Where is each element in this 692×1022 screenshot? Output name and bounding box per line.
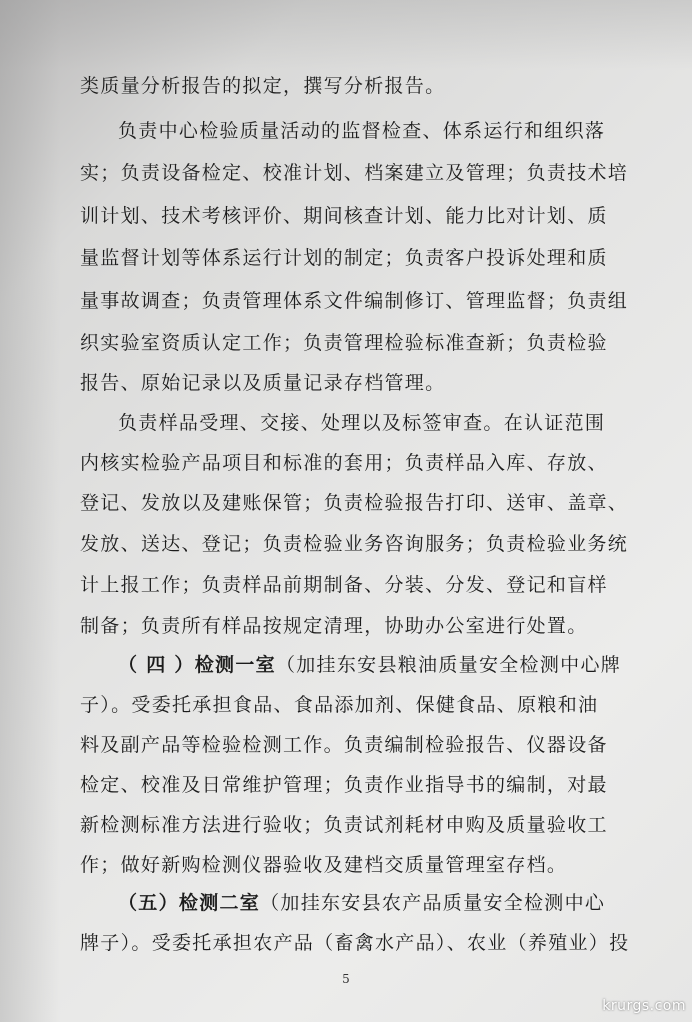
text-line: 织实验室资质认定工作；负责管理检验标准查新；负责检验	[80, 332, 608, 354]
text-line: 作；做好新购检测仪器验收及建档交质量管理室存档。	[80, 854, 568, 876]
text-line: 登记、发放以及建账保管；负责检验报告打印、送审、盖章、	[80, 492, 629, 514]
text-line: 牌子）。受委托承担农产品（畜禽水产品）、农业（养殖业）投	[80, 932, 630, 954]
section-heading-line	[118, 889, 628, 917]
text-line: 新检测标准方法进行验收；负责试剂耗材申购及质量验收工	[80, 814, 608, 836]
text-line: 量事故调查；负责管理体系文件编制修订、管理监督；负责组	[80, 290, 629, 312]
page-number: 5	[342, 972, 350, 986]
text-line: 料及副产品等检验检测工作。负责编制检验报告、仪器设备	[80, 734, 608, 756]
text-line: 计上报工作；负责样品前期制备、分装、分发、登记和盲样	[80, 574, 608, 596]
text-line: 实；负责设备检定、校准计划、档案建立及管理；负责技术培	[80, 162, 629, 184]
text-line: 检定、校准及日常维护管理；负责作业指导书的编制，对最	[80, 774, 608, 796]
section-heading-rest: （加挂东安县农产品质量安全检测中心	[260, 892, 606, 914]
text-line: 类质量分析报告的拟定，撰写分析报告。	[80, 75, 446, 97]
text-line: 内核实检验产品项目和标准的套用；负责样品入库、存放、	[80, 452, 608, 474]
section-heading-rest: （加挂东安县粮油质量安全检测中心牌	[275, 654, 622, 676]
text-line: 报告、原始记录以及质量记录存档管理。	[80, 372, 446, 394]
text-line: 负责中心检验质量活动的监督检查、体系运行和组织落	[118, 120, 606, 142]
section-heading-line	[118, 651, 628, 679]
text-line: 量监督计划等体系运行计划的制定；负责客户投诉处理和质	[80, 247, 608, 269]
section-heading: （五）检测二室	[118, 892, 261, 914]
section-heading: （ 四 ）检测一室	[118, 654, 276, 676]
text-line: 子）。受委托承担食品、食品添加剂、保健食品、原粮和油	[80, 694, 599, 716]
watermark: krurgs.com	[602, 998, 686, 1014]
text-line: 制备；负责所有样品按规定清理，协助办公室进行处置。	[80, 615, 588, 637]
text-line: 发放、送达、登记；负责检验业务咨询服务；负责检验业务统	[80, 533, 629, 555]
text-line: 训计划、技术考核评价、期间核查计划、能力比对计划、质	[80, 205, 608, 227]
text-line: 负责样品受理、交接、处理以及标签审查。在认证范围	[118, 412, 606, 434]
